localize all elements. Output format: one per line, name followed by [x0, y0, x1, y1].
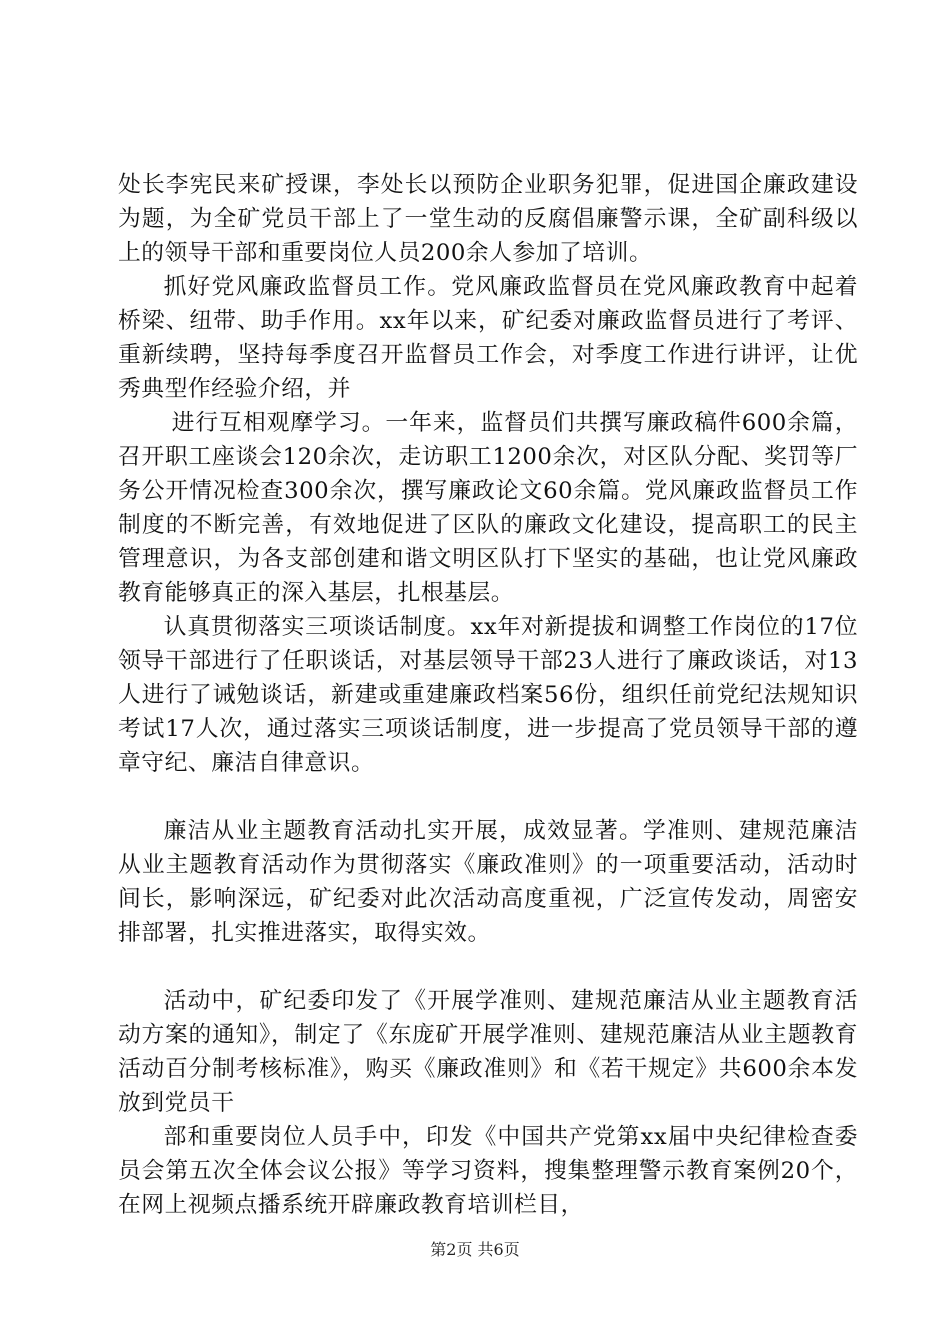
paragraph-three-talks: 认真贯彻落实三项谈话制度。xx年对新提拔和调整工作岗位的17位领导干部进行了任职谈话，对基层领导干部23人进行了廉政谈话，对13人进行了诫勉谈话，新建或重建廉政档案56份，组织任前党纪法规知识考试17人次，通过落实三项谈话制度，进一步提高了党员领导干部的遵章守纪、廉洁自律意识。: [118, 614, 858, 776]
paragraph-supervisor-work: 抓好党风廉政监督员工作。党风廉政监督员在党风廉政教育中起着桥梁、纽带、助手作用。xx年以来，矿纪委对廉政监督员进行了考评、重新续聘，坚持每季度召开监督员工作会，对季度工作进行讲评，让优秀典型作经验介绍，并: [118, 274, 858, 402]
paragraph-supervisor-results: 进行互相观摩学习。一年来，监督员们共撰写廉政稿件600余篇，召开职工座谈会120余次，走访职工1200余次，对区队分配、奖罚等厂务公开情况检查300余次，撰写廉政论文60余篇。党风廉政监督员工作制度的不断完善，有效地促进了区队的廉政文化建设，提高职工的民主管理意识，为各支部创建和谐文明区队打下坚实的基础，也让党风廉政教育能够真正的深入基层，扎根基层。: [118, 410, 858, 606]
paragraph-activity-continuation: 部和重要岗位人员手中，印发《中国共产党第xx届中央纪律检查委员会第五次全体会议公报》等学习资料，搜集整理警示教育案例20个，在网上视频点播系统开辟廉政教育培训栏目，: [118, 1124, 858, 1218]
paragraph-activity-details: 活动中，矿纪委印发了《开展学准则、建规范廉洁从业主题教育活动方案的通知》，制定了《东庞矿开展学准则、建规范廉洁从业主题教育活动百分制考核标准》，购买《廉政准则》和《若干规定》共600余本发放到党员干: [118, 988, 858, 1116]
paragraph-integrity-education: 廉洁从业主题教育活动扎实开展，成效显著。学准则、建规范廉洁从业主题教育活动作为贯彻落实《廉政准则》的一项重要活动，活动时间长，影响深远，矿纪委对此次活动高度重视，广泛宣传发动，周密安排部署，扎实推进落实，取得实效。: [118, 818, 858, 946]
paragraph-continuation: 处长李宪民来矿授课，李处长以预防企业职务犯罪，促进国企廉政建设为题，为全矿党员干部上了一堂生动的反腐倡廉警示课，全矿副科级以上的领导干部和重要岗位人员200余人参加了培训。: [118, 172, 858, 266]
page-number-footer: 第2页 共6页: [430, 1240, 520, 1259]
document-body: [118, 168, 858, 1222]
